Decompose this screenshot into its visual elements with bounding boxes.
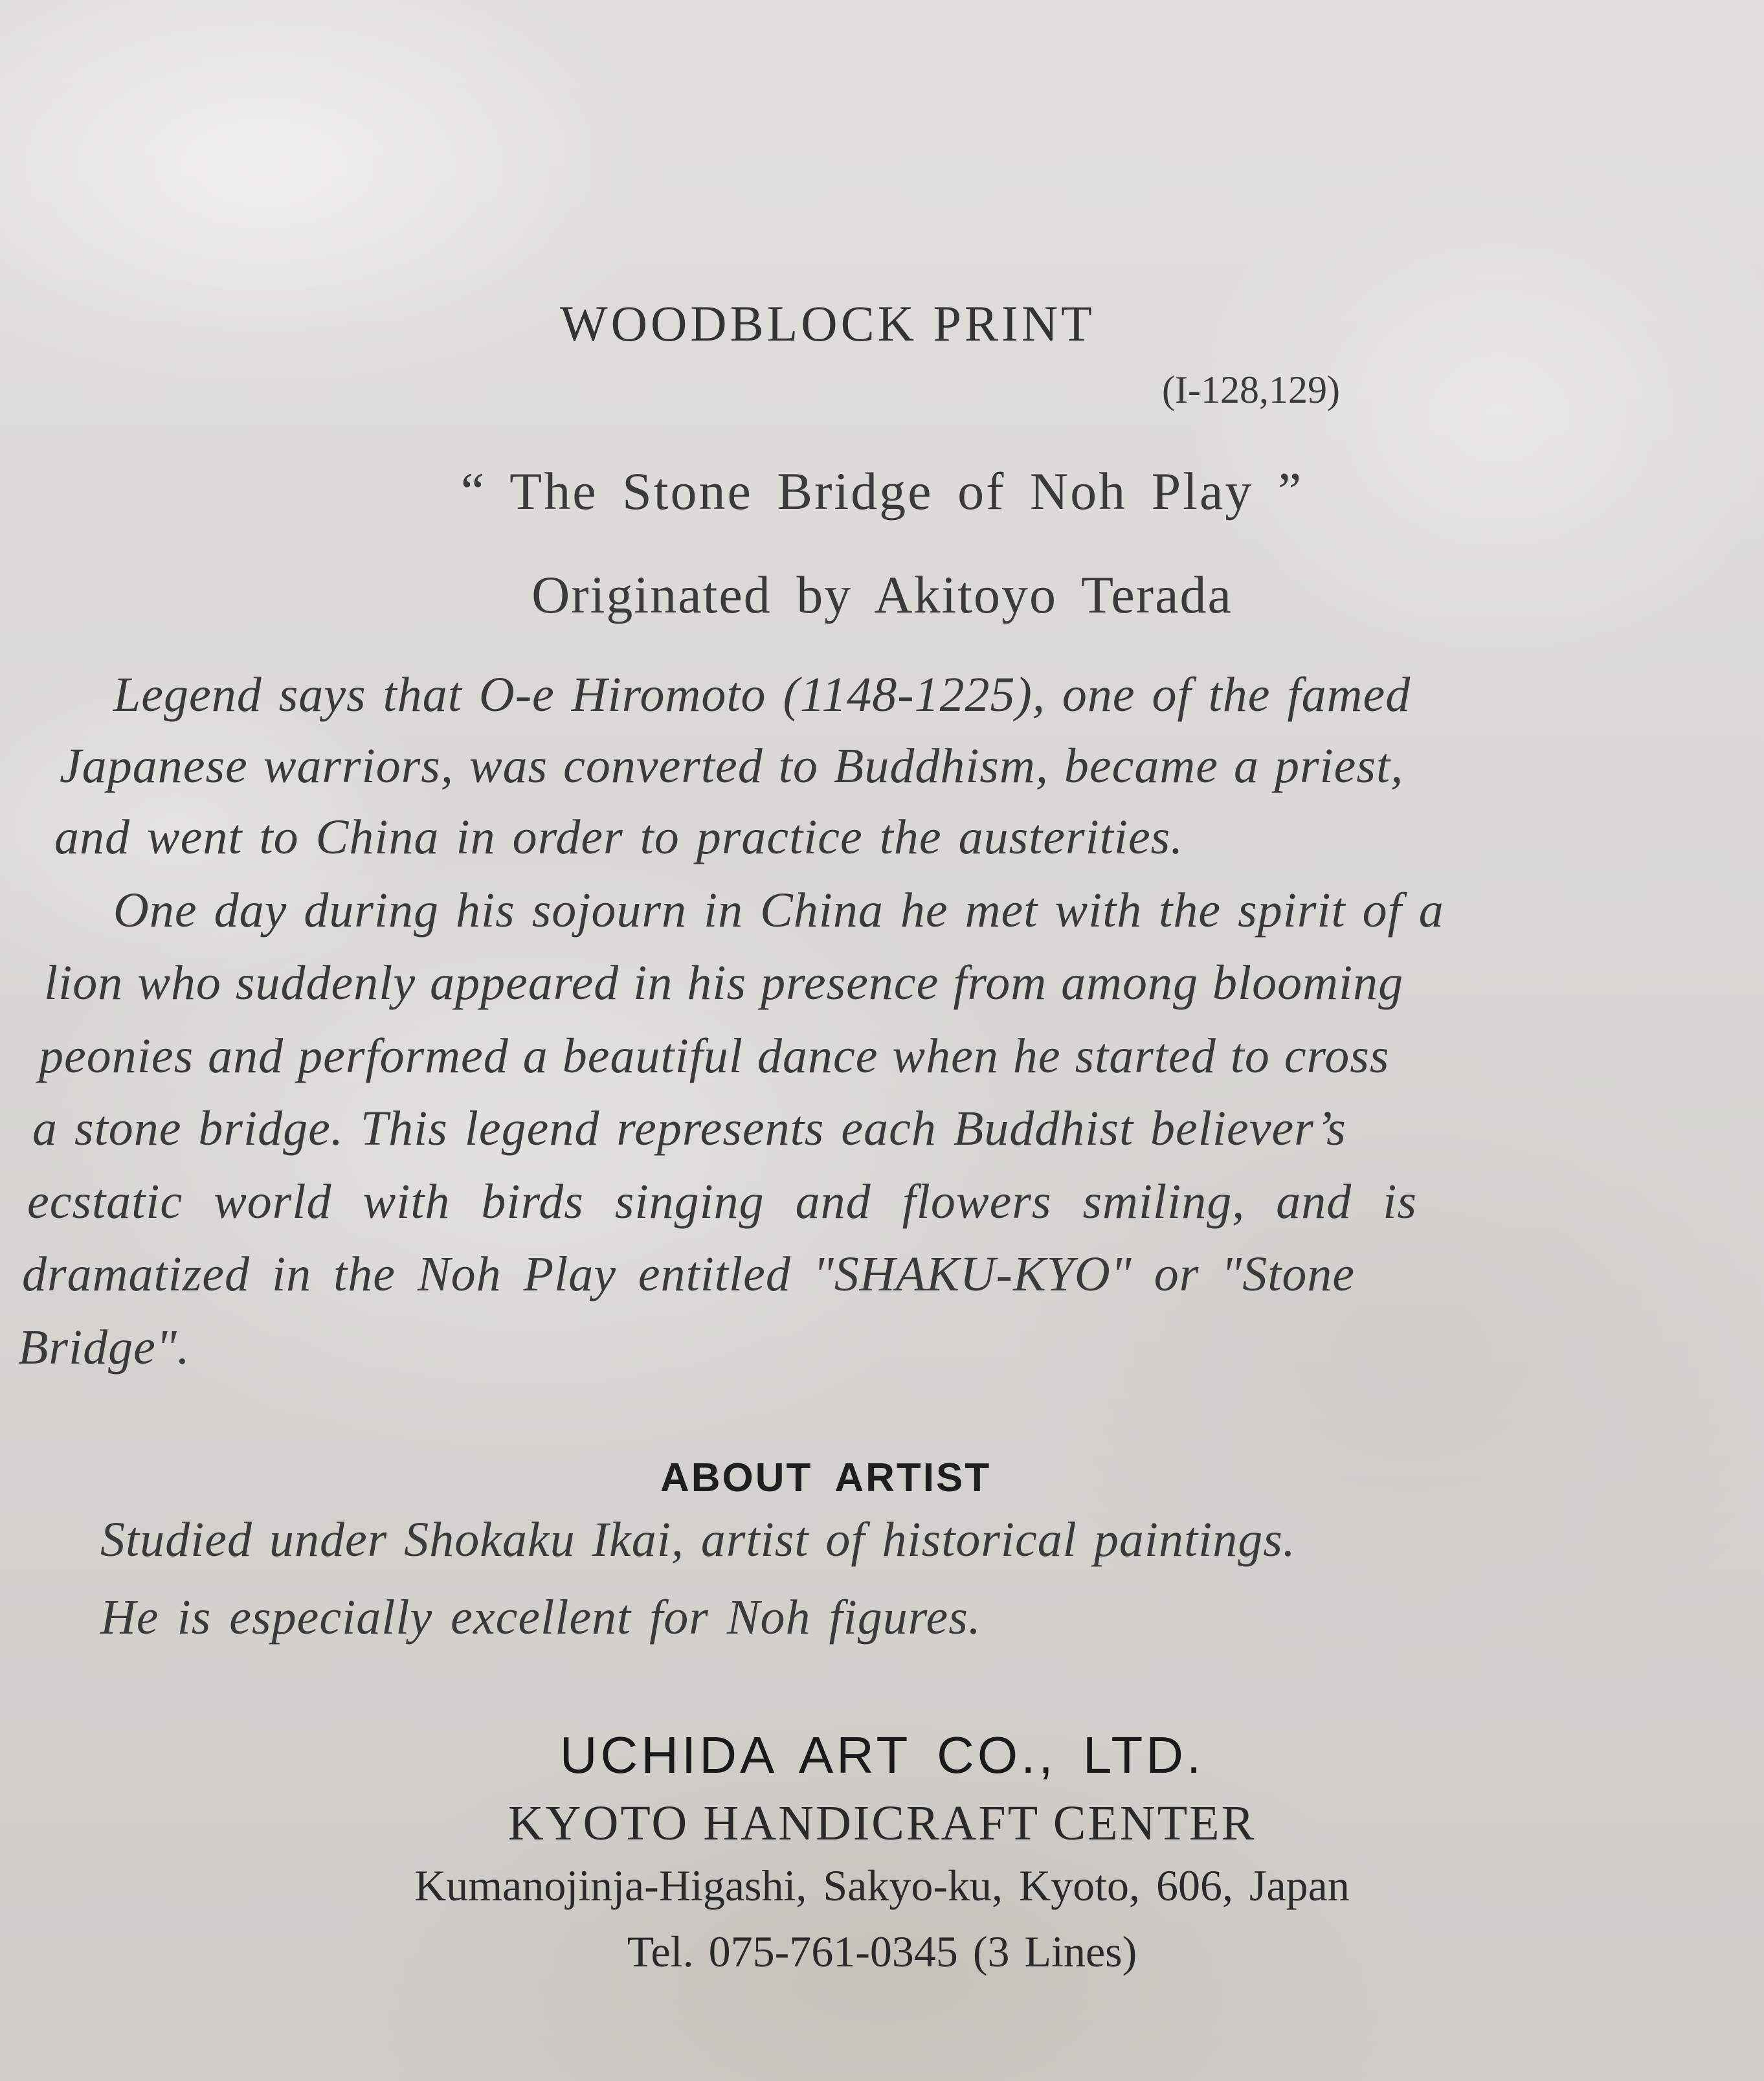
print-subtitle: “ The Stone Bridge of Noh Play ”	[460, 462, 1304, 521]
legend-line: and went to China in order to practice the austerities.	[54, 810, 1184, 864]
legend-line: ecstatic world with birds singing and flowers smiling, and is	[27, 1175, 1417, 1229]
document-title: WOODBLOCK PRINT	[560, 295, 1095, 352]
legend-line: dramatized in the Noh Play entitled "SHAKU-KYO" or "Stone	[22, 1247, 1356, 1301]
about-artist-heading: ABOUT ARTIST	[660, 1456, 992, 1500]
legend-line: a stone bridge. This legend represents each Buddhist believer’s	[32, 1101, 1346, 1156]
about-artist-line: He is especially excellent for Noh figures.	[100, 1590, 981, 1645]
legend-line: Bridge".	[18, 1320, 190, 1375]
legend-line: lion who suddenly appeared in his presence from among blooming	[44, 956, 1404, 1010]
catalog-number: (I-128,129)	[1162, 368, 1340, 411]
originator-line: Originated by Akitoyo Terada	[531, 565, 1233, 624]
publisher-center: KYOTO HANDICRAFT CENTER	[508, 1796, 1256, 1850]
legend-line: Legend says that O-e Hiromoto (1148-1225), one of the famed	[113, 668, 1411, 722]
publisher-company: UCHIDA ART CO., LTD.	[559, 1726, 1205, 1784]
legend-line: Japanese warriors, was converted to Buddhism, became a priest,	[60, 739, 1404, 793]
publisher-address: Kumanojinja-Higashi, Sakyo-ku, Kyoto, 606, Japan	[414, 1861, 1350, 1910]
legend-line: peonies and performed a beautiful dance when he started to cross	[39, 1029, 1390, 1083]
publisher-telephone: Tel. 075-761-0345 (3 Lines)	[627, 1927, 1137, 1976]
legend-line: One day during his sojourn in China he met with the spirit of a	[113, 883, 1444, 938]
about-artist-line: Studied under Shokaku Ikai, artist of historical paintings.	[100, 1513, 1296, 1567]
